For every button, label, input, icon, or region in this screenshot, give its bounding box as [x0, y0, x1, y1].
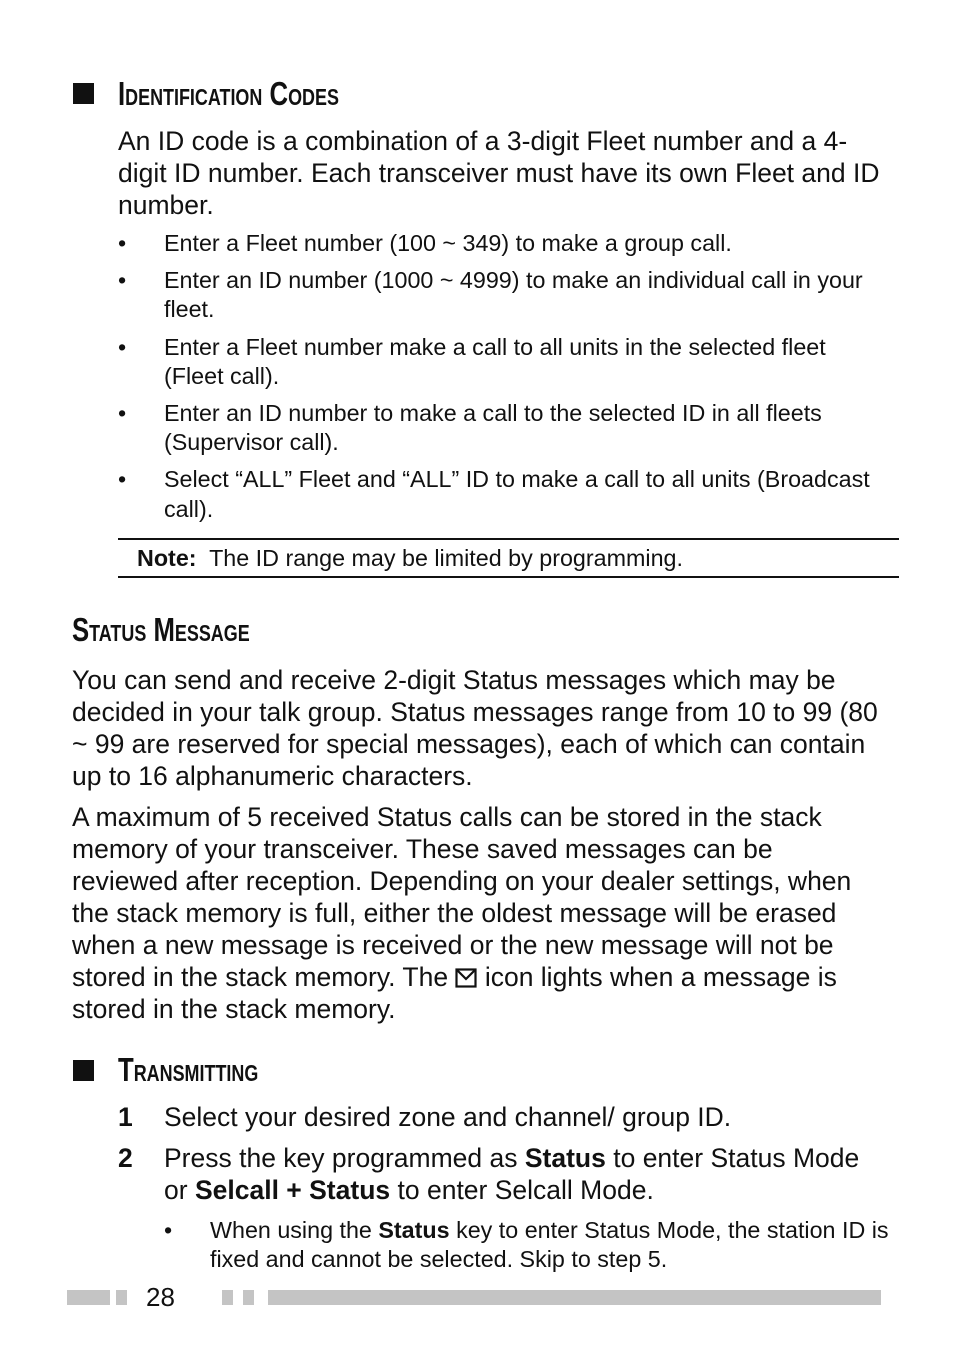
step-2-sub-bullet — [164, 1216, 889, 1282]
step-text: to enter Selcall Mode. — [397, 1175, 654, 1205]
bullet-text: Enter an ID number to make a call to the selected ID in all fleets (Supervisor call). — [164, 400, 822, 456]
step-number: 2 — [118, 1143, 133, 1173]
footer-bar — [243, 1290, 254, 1305]
step-text: to enter Status Mode or — [164, 1143, 860, 1205]
bullet-text: When using the — [210, 1217, 372, 1243]
list-item — [118, 399, 870, 457]
bullet-text: Enter a Fleet number (100 ~ 349) to make a group call. — [164, 230, 732, 256]
section-square-icon — [73, 1060, 94, 1081]
id-intro-paragraph: An ID code is a combination of a 3-digit Fleet number and a 4-digit ID number. Each transceiver must have its own Fleet and ID number. — [118, 126, 880, 220]
envelope-icon — [455, 967, 477, 989]
step-text: Select your desired zone and channel/ group ID. — [164, 1102, 732, 1132]
bullet: • — [118, 267, 127, 294]
paragraph-text: A maximum of 5 received Status calls can be stored in the stack memory of your transceiver. These saved messages can be reviewed after reception. Depending on your dealer settings, when the stack memory is full, either the oldest message will be erased when a new message is received or the new message will not be stored in the stack memory. The — [72, 802, 852, 992]
step-1 — [118, 1101, 888, 1133]
key-name: Selcall + Status — [194, 1175, 391, 1205]
bullet: • — [118, 466, 127, 493]
bullet-text: key to enter Status Mode, the station ID is fixed and cannot be selected. Skip to step 5. — [210, 1217, 889, 1273]
paragraph-text-end: icon lights when a message is stored in the stack memory. — [72, 962, 837, 1024]
bullet: • — [118, 230, 127, 256]
status-paragraph-2 — [72, 801, 884, 1025]
bullet: • — [118, 333, 127, 360]
step-text: Press the key programmed as — [164, 1143, 518, 1173]
heading-transmitting: Transmitting — [118, 1051, 259, 1088]
step-number: 1 — [118, 1102, 133, 1132]
list-item — [118, 465, 870, 523]
list-item — [118, 266, 870, 324]
heading-status-message: Status Message — [72, 611, 250, 648]
bullet: • — [164, 1217, 173, 1243]
bullet-text: Enter a Fleet number make a call to all units in the selected fleet (Fleet call). — [164, 333, 826, 389]
footer-bar — [116, 1290, 127, 1305]
status-paragraph-1: You can send and receive 2-digit Status messages which may be decided in your talk group. Status messages range from 10 to 99 (80 ~ 99 are reserved for special messages), each of which can contain up to 16 alphanumeric characters. — [72, 665, 878, 791]
note-box — [118, 538, 899, 578]
key-name: Status — [378, 1217, 450, 1243]
heading-identification-codes: Identification Codes — [118, 75, 339, 112]
footer-bar — [222, 1290, 233, 1305]
footer-bar — [268, 1290, 881, 1305]
bullet-text: Select “ALL” Fleet and “ALL” ID to make a call to all units (Broadcast call). — [164, 466, 870, 522]
bullet: • — [118, 400, 127, 427]
id-bullet-list — [118, 229, 870, 532]
footer-bar — [67, 1290, 110, 1305]
section-square-icon — [73, 83, 94, 104]
key-name: Status — [524, 1143, 606, 1173]
list-item — [164, 1216, 889, 1274]
step-2 — [118, 1142, 888, 1206]
list-item — [118, 229, 870, 258]
note-text: The ID range may be limited by programming. — [209, 545, 683, 571]
list-item — [118, 333, 870, 391]
steps — [118, 1101, 888, 1206]
note-label: Note: — [137, 545, 197, 571]
page-number: 28 — [146, 1282, 175, 1312]
bullet-text: Enter an ID number (1000 ~ 4999) to make an individual call in your fleet. — [164, 267, 863, 323]
